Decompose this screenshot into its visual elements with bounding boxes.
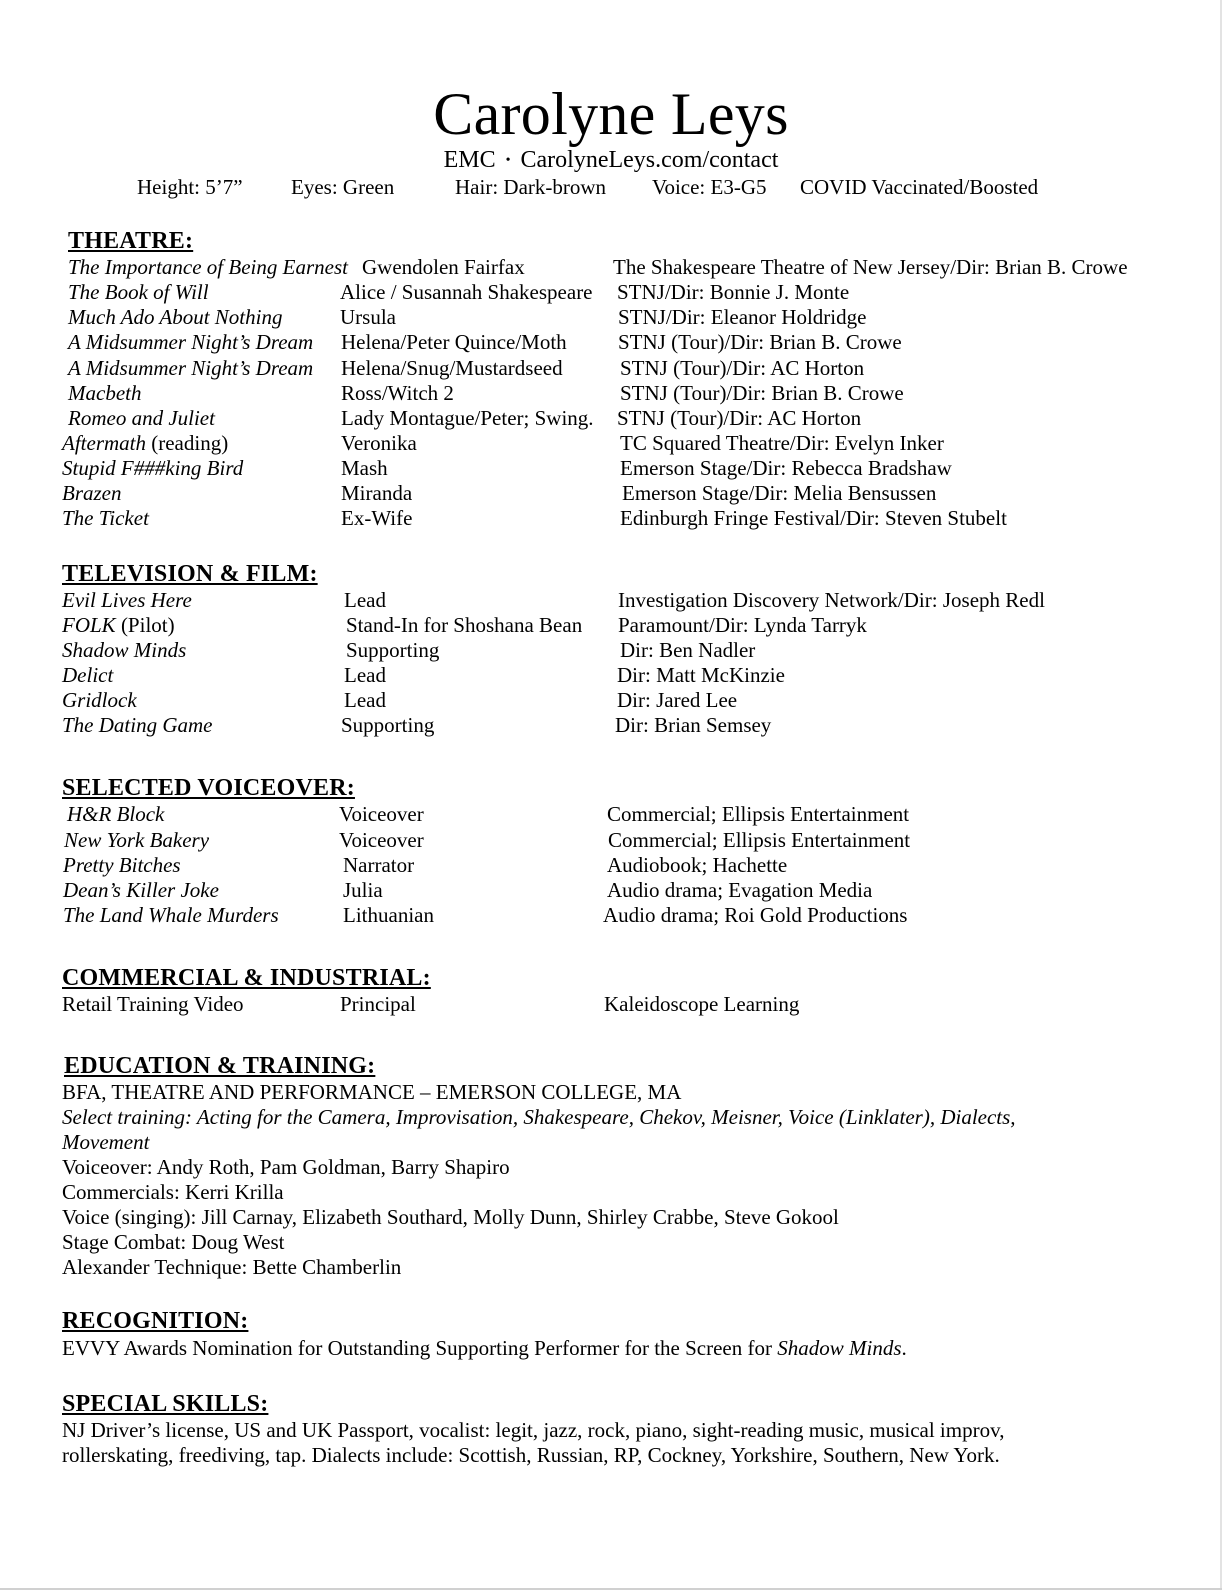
credit-role: Narrator: [343, 853, 415, 877]
credit-title: Brazen: [62, 481, 122, 505]
theatre-row: [0, 406, 1222, 431]
credit-company: STNJ/Dir: Eleanor Holdridge: [618, 305, 867, 329]
credit-company: Investigation Discovery Network/Dir: Joseph Redl: [618, 588, 1045, 612]
training-commercials: Commercials: Kerri Krilla: [62, 1180, 284, 1204]
credit-title: Dean’s Killer Joke: [63, 878, 219, 902]
credit-title: Retail Training Video: [62, 992, 244, 1016]
credit-title: Romeo and Juliet: [68, 406, 215, 430]
credit-company: TC Squared Theatre/Dir: Evelyn Inker: [620, 431, 944, 455]
credit-role: Veronika: [341, 431, 417, 455]
credit-role: Ex-Wife: [341, 506, 413, 530]
credit-title: A Midsummer Night’s Dream: [68, 356, 314, 380]
credit-role: Supporting: [346, 638, 440, 662]
theatre-row: [0, 481, 1222, 506]
credit-note: (Pilot): [115, 613, 175, 637]
credit-title: FOLK: [62, 613, 116, 637]
credit-role: Gwendolen Fairfax: [362, 255, 525, 279]
credit-company: Dir: Jared Lee: [617, 688, 738, 712]
credit-company: Edinburgh Fringe Festival/Dir: Steven Stubelt: [620, 506, 1007, 530]
credit-role: Principal: [340, 992, 416, 1016]
credit-title: The Ticket: [62, 506, 149, 530]
section-title-skills: SPECIAL SKILLS:: [62, 1391, 269, 1417]
tv-film-row: [0, 713, 1222, 738]
training-singing: Voice (singing): Jill Carnay, Elizabeth Southard, Molly Dunn, Shirley Crabbe, Steve Gokool: [62, 1205, 839, 1229]
union-status: EMC: [443, 147, 496, 173]
theatre-row: [0, 356, 1222, 381]
tv-film-row: [0, 688, 1222, 713]
voiceover-row: [0, 903, 1222, 928]
credit-note: (reading): [146, 431, 229, 455]
stat-voice: Voice: E3-G5: [652, 175, 767, 199]
section-title-voiceover: SELECTED VOICEOVER:: [62, 775, 355, 801]
training-alexander: Alexander Technique: Bette Chamberlin: [62, 1255, 402, 1279]
theatre-row: [0, 431, 1222, 456]
credit-title-group: [62, 431, 228, 456]
credit-company: STNJ (Tour)/Dir: AC Horton: [620, 356, 865, 380]
theatre-row: [0, 330, 1222, 355]
credit-title: Evil Lives Here: [62, 588, 192, 612]
credit-company: The Shakespeare Theatre of New Jersey/Dir: Brian B. Crowe: [613, 255, 1128, 279]
contact-line: [0, 146, 1222, 175]
credit-company: STNJ (Tour)/Dir: Brian B. Crowe: [618, 330, 902, 354]
credit-title: New York Bakery: [64, 828, 210, 852]
voiceover-row: [0, 802, 1222, 827]
section-title-commercial: COMMERCIAL & INDUSTRIAL:: [62, 965, 431, 991]
skills-line-2: rollerskating, freediving, tap. Dialects include: Scottish, Russian, RP, Cockney, Yorkshire, Southern, New York.: [62, 1443, 1000, 1467]
tv-film-row: [0, 588, 1222, 613]
credit-role: Lady Montague/Peter; Swing.: [341, 406, 594, 430]
separator-dot: •: [505, 153, 511, 169]
recognition-body: EVVY Awards Nomination for Outstanding Supporting Performer for the Screen for: [62, 1336, 778, 1360]
credit-company: Audiobook; Hachette: [607, 853, 788, 877]
theatre-row: [0, 280, 1222, 305]
section-title-theatre: THEATRE:: [68, 228, 194, 254]
credit-company: STNJ/Dir: Bonnie J. Monte: [617, 280, 850, 304]
theatre-row: [0, 381, 1222, 406]
credit-role: Miranda: [341, 481, 413, 505]
credit-role: Ursula: [340, 305, 396, 329]
credit-title: Aftermath: [62, 431, 146, 455]
credit-role: Lead: [344, 588, 386, 612]
theatre-row: [0, 456, 1222, 481]
stat-covid: COVID Vaccinated/Boosted: [800, 175, 1039, 199]
credit-company: STNJ (Tour)/Dir: Brian B. Crowe: [620, 381, 904, 405]
select-training-cont: Movement: [62, 1130, 150, 1154]
credit-role: Voiceover: [339, 802, 424, 826]
skills-line-1: NJ Driver’s license, US and UK Passport, vocalist: legit, jazz, rock, piano, sight-reading music, musical improv,: [62, 1418, 1005, 1442]
section-title-education: EDUCATION & TRAINING:: [64, 1053, 376, 1079]
credit-company: Audio drama; Roi Gold Productions: [603, 903, 908, 927]
voiceover-row: [0, 853, 1222, 878]
credit-role: Helena/Snug/Mustardseed: [341, 356, 563, 380]
credit-title: The Dating Game: [62, 713, 213, 737]
credit-role: Stand-In for Shoshana Bean: [346, 613, 583, 637]
credit-company: Paramount/Dir: Lynda Tarryk: [618, 613, 867, 637]
theatre-row: [0, 255, 1222, 280]
credit-title: H&R Block: [67, 802, 165, 826]
credit-role: Julia: [343, 878, 383, 902]
degree: BFA, THEATRE AND PERFORMANCE – EMERSON COLLEGE, MA: [62, 1080, 682, 1104]
performer-name: Carolyne Leys: [433, 81, 789, 147]
credit-title: The Land Whale Murders: [63, 903, 279, 927]
credit-role: Lead: [344, 688, 386, 712]
stat-hair: Hair: Dark-brown: [455, 175, 607, 199]
credit-company: Commercial; Ellipsis Entertainment: [608, 828, 911, 852]
credit-title: The Book of Will: [68, 280, 209, 304]
credit-role: Ross/Witch 2: [341, 381, 454, 405]
section-title-tv-film: TELEVISION & FILM:: [62, 561, 318, 587]
training-stage-combat: Stage Combat: Doug West: [62, 1230, 285, 1254]
credit-company: Dir: Brian Semsey: [615, 713, 772, 737]
credit-role: Voiceover: [339, 828, 424, 852]
commercial-row: [0, 992, 1222, 1017]
stat-height: Height: 5’7”: [137, 175, 243, 199]
credit-title: A Midsummer Night’s Dream: [68, 330, 314, 354]
credit-company: Emerson Stage/Dir: Melia Bensussen: [622, 481, 937, 505]
voiceover-row: [0, 828, 1222, 853]
credit-company: STNJ (Tour)/Dir: AC Horton: [617, 406, 862, 430]
credit-title: Delict: [62, 663, 114, 687]
website-link[interactable]: CarolyneLeys.com/contact: [520, 147, 779, 173]
credit-title: Much Ado About Nothing: [68, 305, 283, 329]
credit-title-group: [62, 613, 175, 638]
voiceover-row: [0, 878, 1222, 903]
credit-title: Macbeth: [68, 381, 142, 405]
training-voiceover: Voiceover: Andy Roth, Pam Goldman, Barry Shapiro: [62, 1155, 510, 1179]
credit-company: Commercial; Ellipsis Entertainment: [607, 802, 910, 826]
tv-film-row: [0, 638, 1222, 663]
credit-role: Mash: [341, 456, 388, 480]
credit-role: Lead: [344, 663, 386, 687]
credit-company: Emerson Stage/Dir: Rebecca Bradshaw: [620, 456, 952, 480]
theatre-row: [0, 305, 1222, 330]
credit-title: The Importance of Being Earnest: [68, 255, 348, 279]
tv-film-row: [0, 663, 1222, 688]
recognition-work: Shadow Minds: [777, 1336, 902, 1360]
credit-title: Stupid F###king Bird: [62, 456, 244, 480]
credit-role: Supporting: [341, 713, 435, 737]
credit-company: Dir: Ben Nadler: [620, 638, 756, 662]
stat-eyes: Eyes: Green: [291, 175, 395, 199]
credit-role: Alice / Susannah Shakespeare: [340, 280, 593, 304]
credit-company: Kaleidoscope Learning: [604, 992, 800, 1016]
credit-role: Helena/Peter Quince/Moth: [341, 330, 567, 354]
section-title-recognition: RECOGNITION:: [62, 1308, 249, 1334]
credit-title: Pretty Bitches: [63, 853, 181, 877]
theatre-row: [0, 506, 1222, 531]
recognition-end: .: [901, 1336, 907, 1360]
credit-company: Dir: Matt McKinzie: [617, 663, 785, 687]
tv-film-row: [0, 613, 1222, 638]
recognition-text: [62, 1336, 1182, 1361]
select-training: Select training: Acting for the Camera, Improvisation, Shakespeare, Chekov, Meisner, Voice (Linklater), Dialects,: [62, 1105, 1016, 1129]
credit-role: Lithuanian: [343, 903, 434, 927]
credit-title: Gridlock: [62, 688, 137, 712]
credit-company: Audio drama; Evagation Media: [607, 878, 873, 902]
physical-stats: [0, 174, 1222, 200]
credit-title: Shadow Minds: [62, 638, 187, 662]
